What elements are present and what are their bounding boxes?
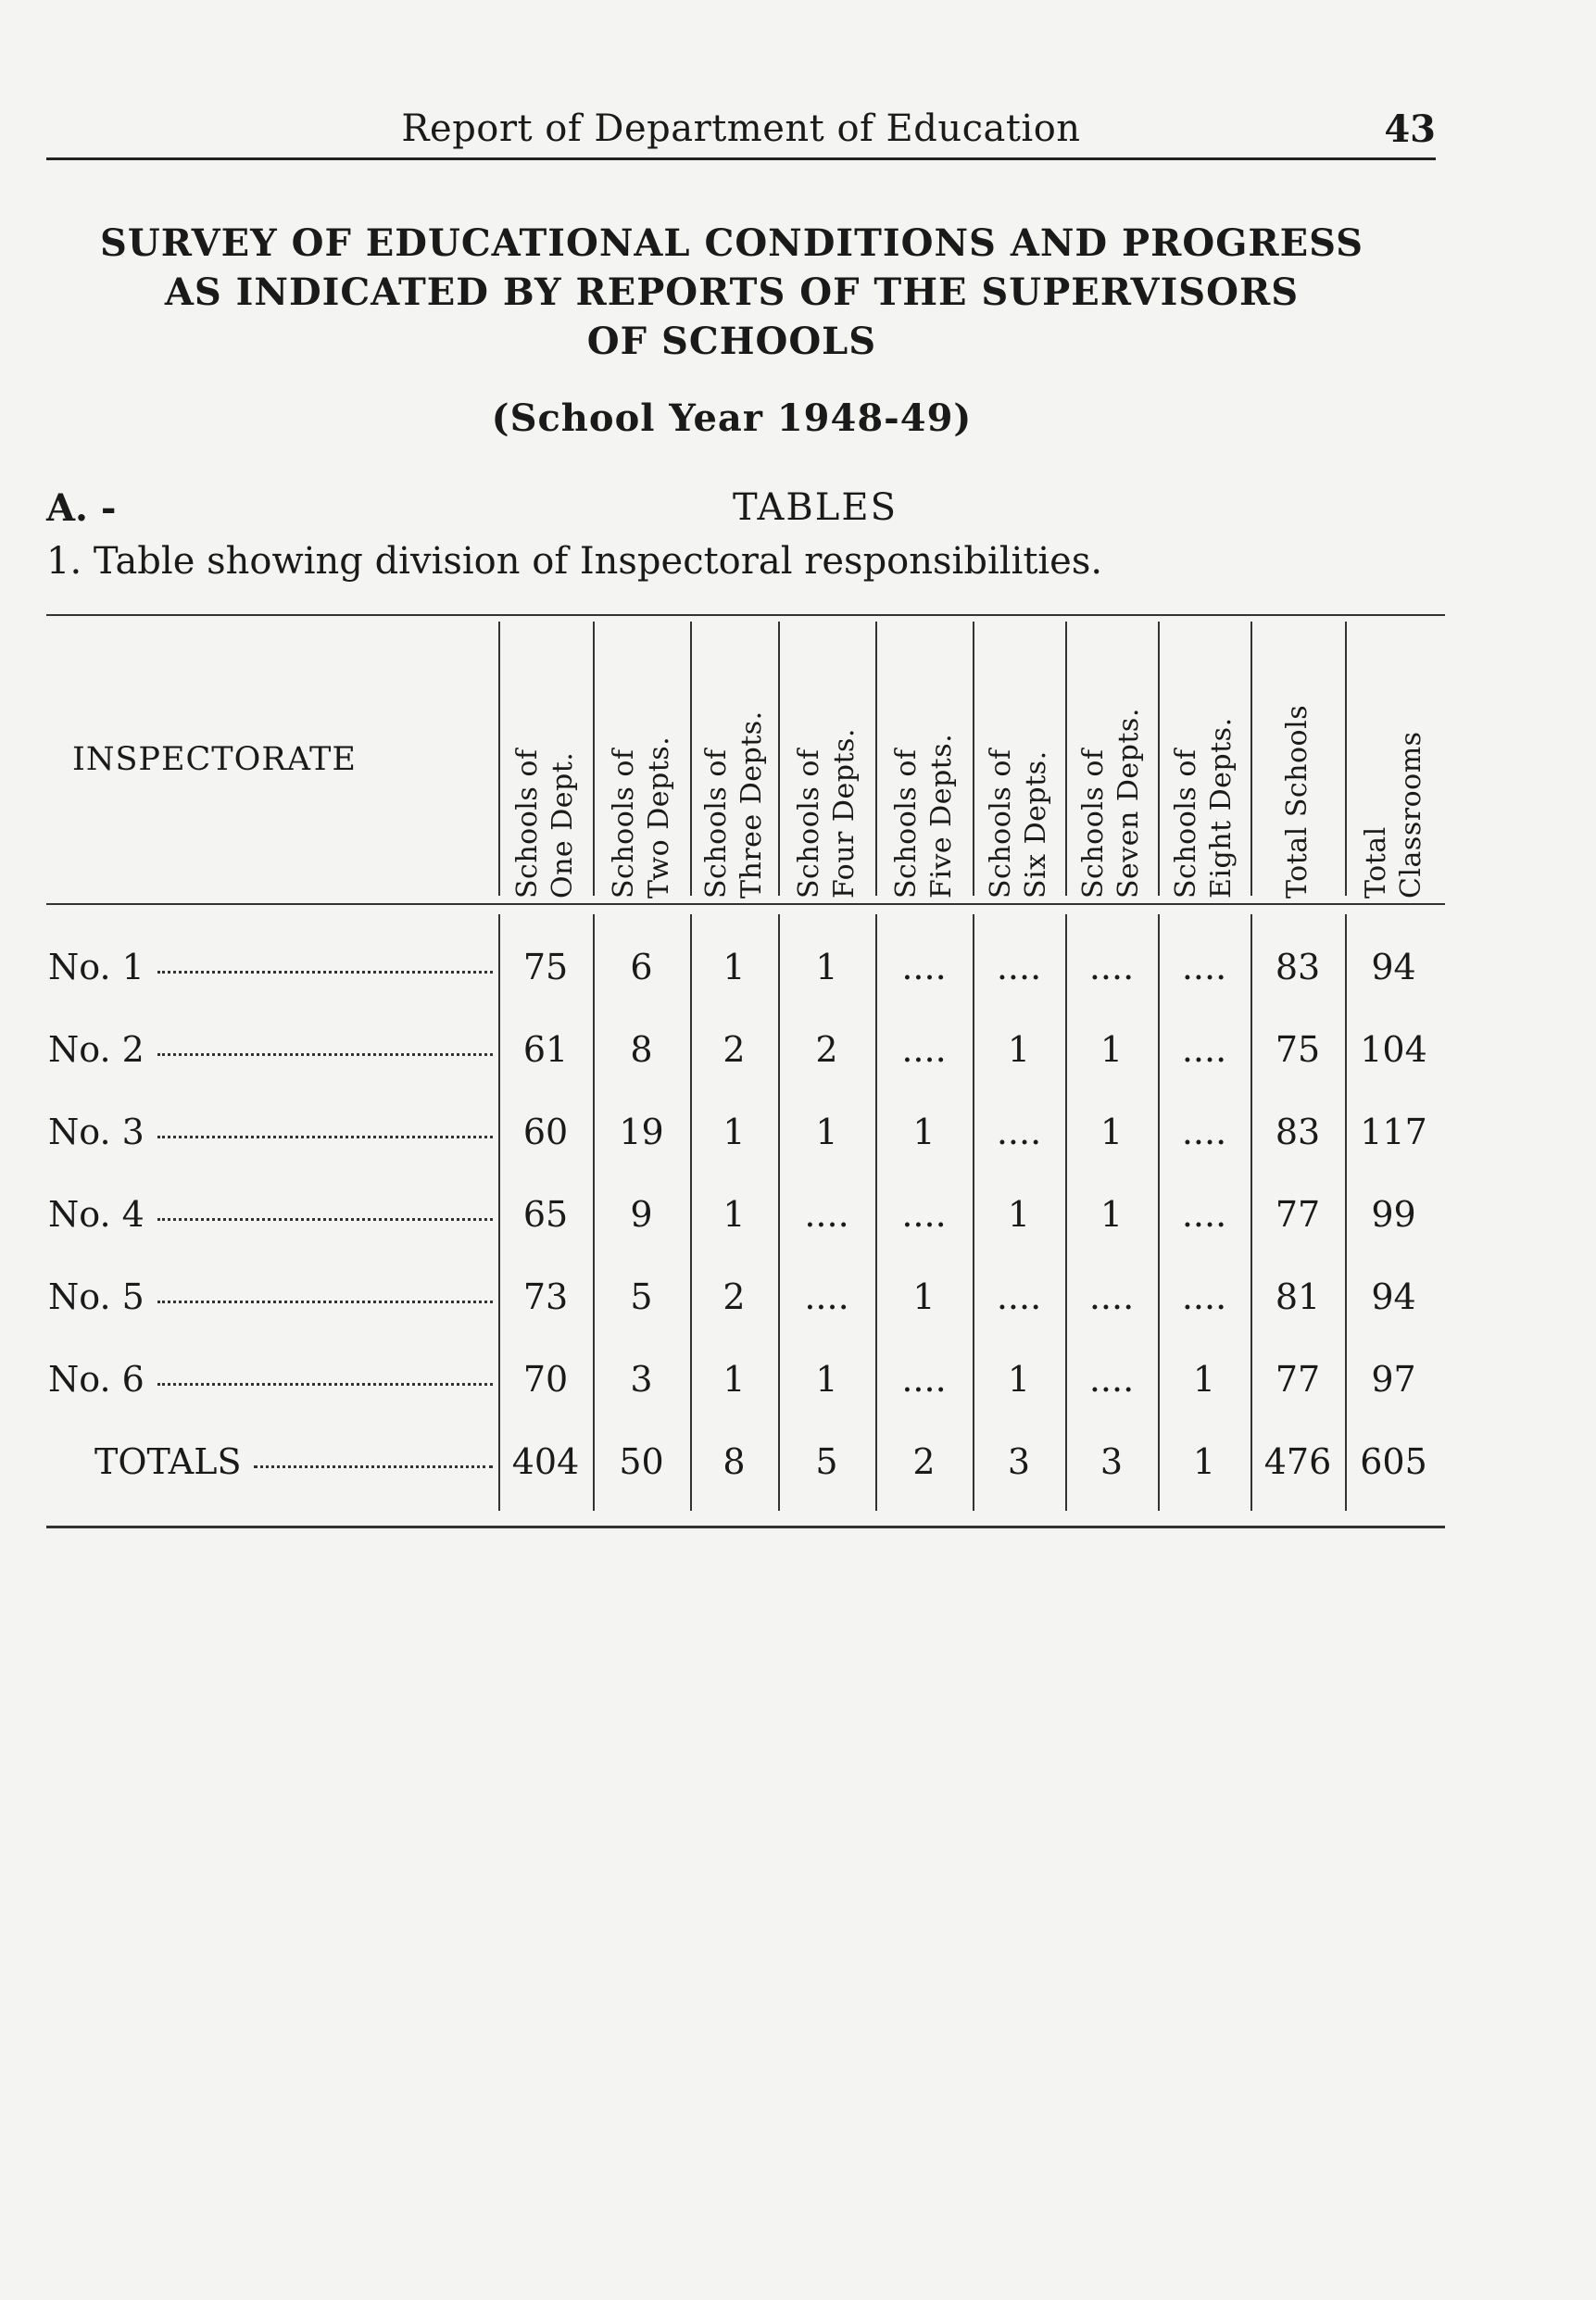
table-cell: 1 [723, 1359, 746, 1400]
table-cell: 1 [912, 1276, 936, 1317]
leader-dots [157, 1053, 493, 1056]
table-cell: 2 [815, 1029, 838, 1070]
row-label [48, 1359, 493, 1400]
row-label [48, 1194, 493, 1235]
table-cell: 19 [619, 1112, 664, 1152]
column-header [785, 621, 869, 899]
table-cell: 3 [1007, 1441, 1031, 1482]
table-cell: 1 [1192, 1441, 1216, 1482]
table-cell: 1 [1100, 1194, 1124, 1235]
section-letter: A. - [46, 486, 117, 530]
table-cell: 404 [511, 1441, 580, 1482]
table-top-rule [46, 614, 1445, 616]
column-header [1256, 621, 1339, 899]
column-header-line: Total Schools [1281, 704, 1313, 899]
column-header-line: Schools of [792, 748, 825, 899]
column-header-line: Eight Depts. [1205, 717, 1238, 899]
column-divider-body [875, 914, 877, 1511]
table-cell: 9 [630, 1194, 653, 1235]
page-number: 43 [1384, 107, 1436, 151]
column-header-line: Two Depts. [642, 735, 675, 899]
column-header-line: Schools of [511, 748, 544, 899]
table-cell: 75 [1275, 1029, 1321, 1070]
table-cell: 104 [1360, 1029, 1427, 1070]
row-label-text: No. 3 [48, 1112, 145, 1152]
column-divider-head [1345, 622, 1347, 896]
table-cell: 605 [1360, 1441, 1427, 1482]
table-cell: 50 [619, 1441, 664, 1482]
table-cell: 1 [1100, 1029, 1124, 1070]
table-cell: .... [1181, 1194, 1227, 1235]
column-header [693, 621, 776, 899]
leader-dots [157, 1136, 493, 1138]
column-header-line: Schools of [985, 748, 1017, 899]
row-label [48, 1029, 493, 1070]
column-divider-head [593, 622, 595, 896]
row-label-text: No. 5 [48, 1276, 145, 1317]
school-year: (School Year 1948-49) [491, 396, 973, 440]
column-divider-head [875, 622, 877, 896]
table-cell: .... [1088, 1276, 1135, 1317]
table-cell: 83 [1275, 1112, 1321, 1152]
table-cell: 77 [1275, 1194, 1321, 1235]
title-line-2: AS INDICATED BY REPORTS OF THE SUPERVISORS [164, 270, 1300, 314]
running-title: Report of Department of Education [401, 107, 1081, 150]
table-cell: .... [901, 947, 947, 987]
row-header: INSPECTORATE [72, 741, 357, 778]
table-cell: 1 [815, 1112, 838, 1152]
column-divider-head [690, 622, 692, 896]
table-cell: 2 [912, 1441, 936, 1482]
column-divider-head [1250, 622, 1252, 896]
row-label [48, 1112, 493, 1152]
table-cell: .... [804, 1194, 849, 1235]
column-header [600, 621, 684, 899]
table-cell: 99 [1371, 1194, 1416, 1235]
row-label-text: TOTALS [94, 1441, 242, 1482]
table-cell: 83 [1275, 947, 1321, 987]
table-cell: 1 [723, 947, 746, 987]
column-divider-head [973, 622, 974, 896]
column-header-line: Seven Depts. [1112, 708, 1145, 899]
column-divider-body [1250, 914, 1252, 1511]
table-cell: 8 [630, 1029, 653, 1070]
table-bottom-rule [46, 1526, 1445, 1528]
column-divider-body [778, 914, 780, 1511]
row-label [48, 947, 493, 987]
column-header-line: Schools of [889, 748, 923, 899]
column-header-line: Schools of [1077, 748, 1110, 899]
table-cell: 94 [1371, 1276, 1416, 1317]
row-label [48, 1276, 493, 1317]
leader-dots [157, 971, 493, 974]
title-line-3: OF SCHOOLS [586, 320, 877, 363]
table-cell: 60 [522, 1112, 569, 1152]
table-cell: .... [901, 1029, 947, 1070]
leader-dots [157, 1218, 493, 1221]
column-divider-head [498, 622, 500, 896]
table-cell: .... [996, 1112, 1042, 1152]
table-cell: 70 [522, 1359, 569, 1400]
table-cell: .... [1181, 1276, 1227, 1317]
column-divider-head [778, 622, 780, 896]
table-cell: 6 [630, 947, 653, 987]
column-divider-body [498, 914, 500, 1511]
totals-row-label [94, 1441, 493, 1482]
table-cell: 117 [1360, 1112, 1427, 1152]
table-cell: 94 [1371, 947, 1416, 987]
column-header-line: Three Depts. [735, 710, 768, 899]
table-cell: 1 [1007, 1029, 1031, 1070]
column-divider-body [690, 914, 692, 1511]
table-cell: .... [1181, 947, 1227, 987]
table-cell: 1 [1100, 1112, 1124, 1152]
table-cell: 97 [1371, 1359, 1416, 1400]
table-header-rule [46, 903, 1445, 905]
row-label-text: No. 1 [48, 947, 145, 987]
column-header [883, 621, 966, 899]
column-header-line: Total [1359, 826, 1392, 899]
table-cell: 1 [912, 1112, 936, 1152]
column-header [504, 621, 587, 899]
column-divider-body [593, 914, 595, 1511]
column-header [1162, 621, 1246, 899]
row-label-text: No. 4 [48, 1194, 145, 1235]
table-cell: .... [1088, 1359, 1135, 1400]
column-divider-head [1065, 622, 1067, 896]
column-divider-body [1065, 914, 1067, 1511]
table-cell: 81 [1275, 1276, 1321, 1317]
table-cell: 1 [723, 1194, 746, 1235]
column-header-line: Classrooms [1394, 731, 1427, 899]
column-header [977, 621, 1061, 899]
table-cell: 1 [1007, 1359, 1031, 1400]
row-label-text: No. 6 [48, 1359, 145, 1400]
table-cell: 8 [723, 1441, 746, 1482]
column-header [1070, 621, 1153, 899]
table-cell: .... [1088, 947, 1135, 987]
column-header [1352, 621, 1436, 899]
table-caption: 1. Table showing division of Inspectoral responsibilities. [46, 540, 1103, 583]
table-cell: 5 [630, 1276, 653, 1317]
leader-dots [157, 1383, 493, 1386]
column-divider-head [1158, 622, 1160, 896]
table-cell: .... [804, 1276, 849, 1317]
column-header-line: Schools of [607, 748, 640, 899]
table-cell: 3 [1100, 1441, 1124, 1482]
column-header-line: Schools of [1170, 748, 1202, 899]
column-divider-body [1158, 914, 1160, 1511]
column-header-line: Five Depts. [924, 733, 958, 899]
column-divider-body [1345, 914, 1347, 1511]
section-heading: TABLES [733, 486, 898, 529]
table-cell: 1 [1192, 1359, 1216, 1400]
table-cell: .... [1181, 1112, 1227, 1152]
table-cell: 77 [1275, 1359, 1321, 1400]
table-cell: 73 [522, 1276, 569, 1317]
table-cell: 5 [815, 1441, 838, 1482]
row-label-text: No. 2 [48, 1029, 145, 1070]
table-cell: .... [996, 947, 1042, 987]
table-cell: 1 [815, 1359, 838, 1400]
table-cell: 75 [522, 947, 569, 987]
table-cell: 65 [522, 1194, 569, 1235]
column-divider-body [973, 914, 974, 1511]
table-cell: 1 [1007, 1194, 1031, 1235]
table-cell: 61 [522, 1029, 569, 1070]
table-cell: 1 [815, 947, 838, 987]
table-cell: .... [901, 1359, 947, 1400]
leader-dots [157, 1301, 493, 1303]
table-cell: .... [901, 1194, 947, 1235]
table-cell: .... [996, 1276, 1042, 1317]
column-header-line: Schools of [699, 748, 733, 899]
leader-dots [254, 1465, 493, 1468]
title-line-1: SURVEY OF EDUCATIONAL CONDITIONS AND PROGRESS [100, 221, 1364, 265]
table-cell: 2 [723, 1029, 746, 1070]
column-header-line: Four Depts. [827, 728, 861, 899]
column-header-line: One Dept. [547, 751, 579, 899]
table-cell: 476 [1263, 1441, 1332, 1482]
table-cell: 3 [630, 1359, 653, 1400]
column-header-line: Six Depts. [1020, 750, 1052, 899]
table-cell: 1 [723, 1112, 746, 1152]
table-cell: 2 [723, 1276, 746, 1317]
table-cell: .... [1181, 1029, 1227, 1070]
